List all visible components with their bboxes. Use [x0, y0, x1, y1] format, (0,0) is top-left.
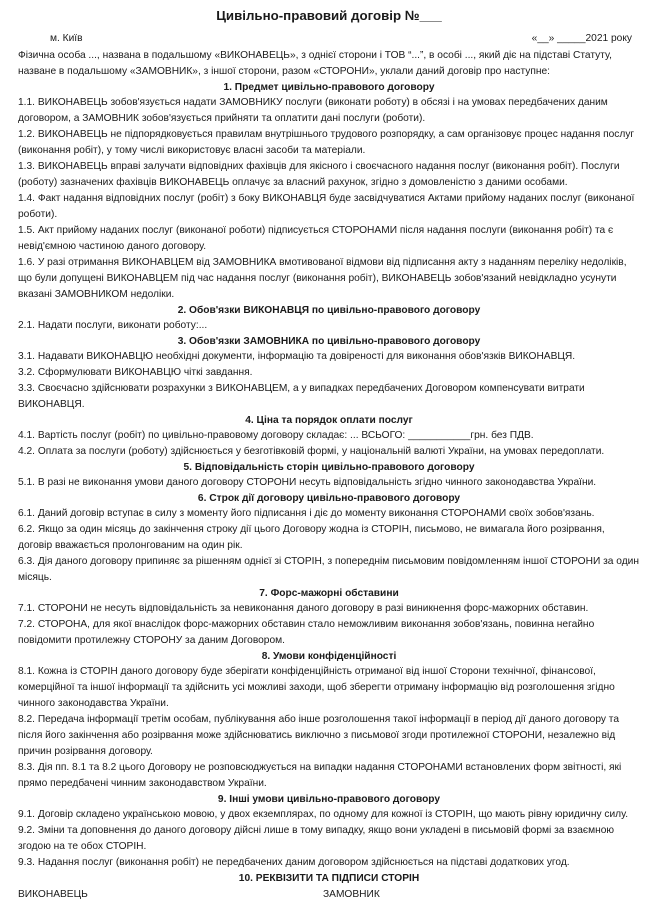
clause: 8.2. Передача інформації третім особам, публікування або інше розголошення такої інформації в період дії даного договору та після його закінчення або розірвання може здійснюватись виключно з письмової згоди протилежної СТОРОНИ, незалежно від причин розірвання договору.: [18, 714, 620, 757]
section-heading: 1. Предмет цивільно-правового договору: [223, 82, 435, 93]
clause: 6.2. Якщо за один місяць до закінчення строку дії цього Договору жодна із СТОРІН, письмово, не вимагала його розірвання, договір вважається пролонгованим на один рік.: [18, 524, 605, 551]
signature-customer: ЗАМОВНИК: [323, 889, 380, 900]
signature-executor: ВИКОНАВЕЦЬ: [18, 889, 88, 900]
city: м. Київ: [50, 33, 83, 44]
intro-paragraph: Фізична особа ..., названа в подальшому «ВИКОНАВЕЦЬ», з однієї сторони і ТОВ “...”, в особі ..., який діє на підставі Статуту, назване в подальшому «ЗАМОВНИК», з іншої сторони, разом «СТОРОНИ», уклали даний договір про наступне:: [18, 50, 612, 77]
clause: 4.2. Оплата за послуги (роботу) здійснюється у безготівковій формі, у національній валюті України, на умовах передоплати.: [18, 446, 605, 457]
clause: 9.2. Зміни та доповнення до даного договору дійсні лише в тому випадку, якщо вони укладені в письмовій формі за взаємною згодою на те обох СТОРІН.: [18, 825, 615, 852]
place-date-line: [18, 33, 640, 46]
clause: 1.5. Акт прийому наданих послуг (виконаної роботи) підписується СТОРОНАМИ після надання послуги (виконання робіт) та є невід'ємною частиною даного договору.: [18, 225, 614, 252]
section-heading: 10. РЕКВІЗИТИ ТА ПІДПИСИ СТОРІН: [238, 873, 420, 884]
section-heading: 9. Інші умови цивільно-правового договору: [217, 794, 441, 805]
clause: 9.1. Договір складено українською мовою, у двох екземплярах, по одному для кожної із СТОРІН, що мають рівну юридичну силу.: [18, 809, 629, 820]
clause: 8.3. Дія пп. 8.1 та 8.2 цього Договору не розповсюджується на випадки надання СТОРОНАМИ встановлених форм звітності, які прямо передбачені чинним законодавством України.: [18, 762, 622, 789]
clause: 9.3. Надання послуг (виконання робіт) не передбачених даним договором здійснюється на підставі додаткових угод.: [18, 857, 570, 868]
clause: 7.1. СТОРОНИ не несуть відповідальність за невиконання даного договору в разі виникнення форс-мажорних обставин.: [18, 603, 589, 614]
section-heading: 4. Ціна та порядок оплати послуг: [245, 415, 413, 426]
clause: 1.6. У разі отримання ВИКОНАВЦЕМ від ЗАМОВНИКА вмотивованої відмови від підписання акту з наданням переліку недоліків, що були допущені ВИКОНАВЦЕМ під час надання послуг (виконання робіт), ВИКОНАВЕЦЬ зобов'язаний невідкладно усунути вказані ЗАМОВНИКОМ недоліки.: [18, 257, 627, 300]
clause: 3.2. Сформулювати ВИКОНАВЦЮ чіткі завдання.: [18, 367, 253, 378]
clause: 3.3. Своєчасно здійснювати розрахунки з ВИКОНАВЦЕМ, а у випадках передбачених Договором компенсувати витрати ВИКОНАВЦЯ.: [18, 383, 585, 410]
clause: 1.3. ВИКОНАВЕЦЬ вправі залучати відповідних фахівців для якісного і своєчасного надання послуг (виконання робіт). Послуги (роботу) зазначених фахівців ВИКОНАВЕЦЬ оплачує за власний рахунок, згідно з домовленістю з даними особами.: [18, 161, 620, 188]
clause: 3.1. Надавати ВИКОНАВЦЮ необхідні документи, інформацію та довіреності для виконання обов'язків ВИКОНАВЦЯ.: [18, 351, 576, 362]
section-heading: 6. Строк дії договору цивільно-правового договору: [197, 493, 461, 504]
section-heading: 3. Обов'язки ЗАМОВНИКА по цивільно-правового договору: [177, 336, 481, 347]
section-heading: 2. Обов'язки ВИКОНАВЦЯ по цивільно-правового договору: [177, 305, 481, 316]
clause: 1.2. ВИКОНАВЕЦЬ не підпорядковується правилам внутрішнього трудового розпорядку, а сам організовує процес надання послуг (виконання робіт), у тому числі використовує власні засоби та матеріали.: [18, 129, 635, 156]
contract-date: «__» _____2021 року: [531, 33, 632, 44]
clause: 4.1. Вартість послуг (робіт) по цивільно-правовому договору складає: ... ВСЬОГО: ___________грн. без ПДВ.: [18, 430, 534, 441]
section-heading: 7. Форс-мажорні обставини: [259, 588, 399, 599]
document-title: Цивільно-правовий договір №___: [216, 8, 442, 23]
signature-block: [18, 886, 640, 902]
clause: 8.1. Кожна із СТОРІН даного договору буде зберігати конфіденційність отриманої від іншої Сторони технічної, фінансової, комерційної та іншої інформації та здійснить усі можливі заходи, щоб зберегти отриману інформацію від розголошення згідно чинного законодавства України.: [18, 666, 615, 709]
clause: 2.1. Надати послуги, виконати роботу:...: [18, 320, 208, 331]
clause: 1.4. Факт надання відповідних послуг (робіт) з боку ВИКОНАВЦЯ буде засвідчуватися Актами прийому наданих послуг (виконаної роботи).: [18, 193, 635, 220]
contract-sections: [18, 80, 640, 886]
section-heading: 5. Відповідальність сторін цивільно-правового договору: [183, 462, 475, 473]
clause: 5.1. В разі не виконання умови даного договору СТОРОНИ несуть відповідальність згідно чинного законодавства України.: [18, 477, 597, 488]
clause: 6.1. Даний договір вступає в силу з моменту його підписання і діє до моменту виконання СТОРОНАМИ своїх зобов'язань.: [18, 508, 595, 519]
section-heading: 8. Умови конфіденційності: [261, 651, 397, 662]
clause: 6.3. Дія даного договору припиняє за рішенням однієї зі СТОРІН, з попереднім письмовим повідомленням іншої СТОРОНИ за один місяць.: [18, 556, 639, 583]
clause: 1.1. ВИКОНАВЕЦЬ зобов'язується надати ЗАМОВНИКУ послуги (виконати роботу) в обсязі і на умовах передбачених даним договором, а ЗАМОВНИК зобов'язується прийняти та оплатити дані послуги (роботи).: [18, 97, 608, 124]
clause: 7.2. СТОРОНА, для якої внаслідок форс-мажорних обставин стало неможливим виконання зобов'язань, повинна негайно повідомити протилежну СТОРОНУ за даним Договором.: [18, 619, 595, 646]
